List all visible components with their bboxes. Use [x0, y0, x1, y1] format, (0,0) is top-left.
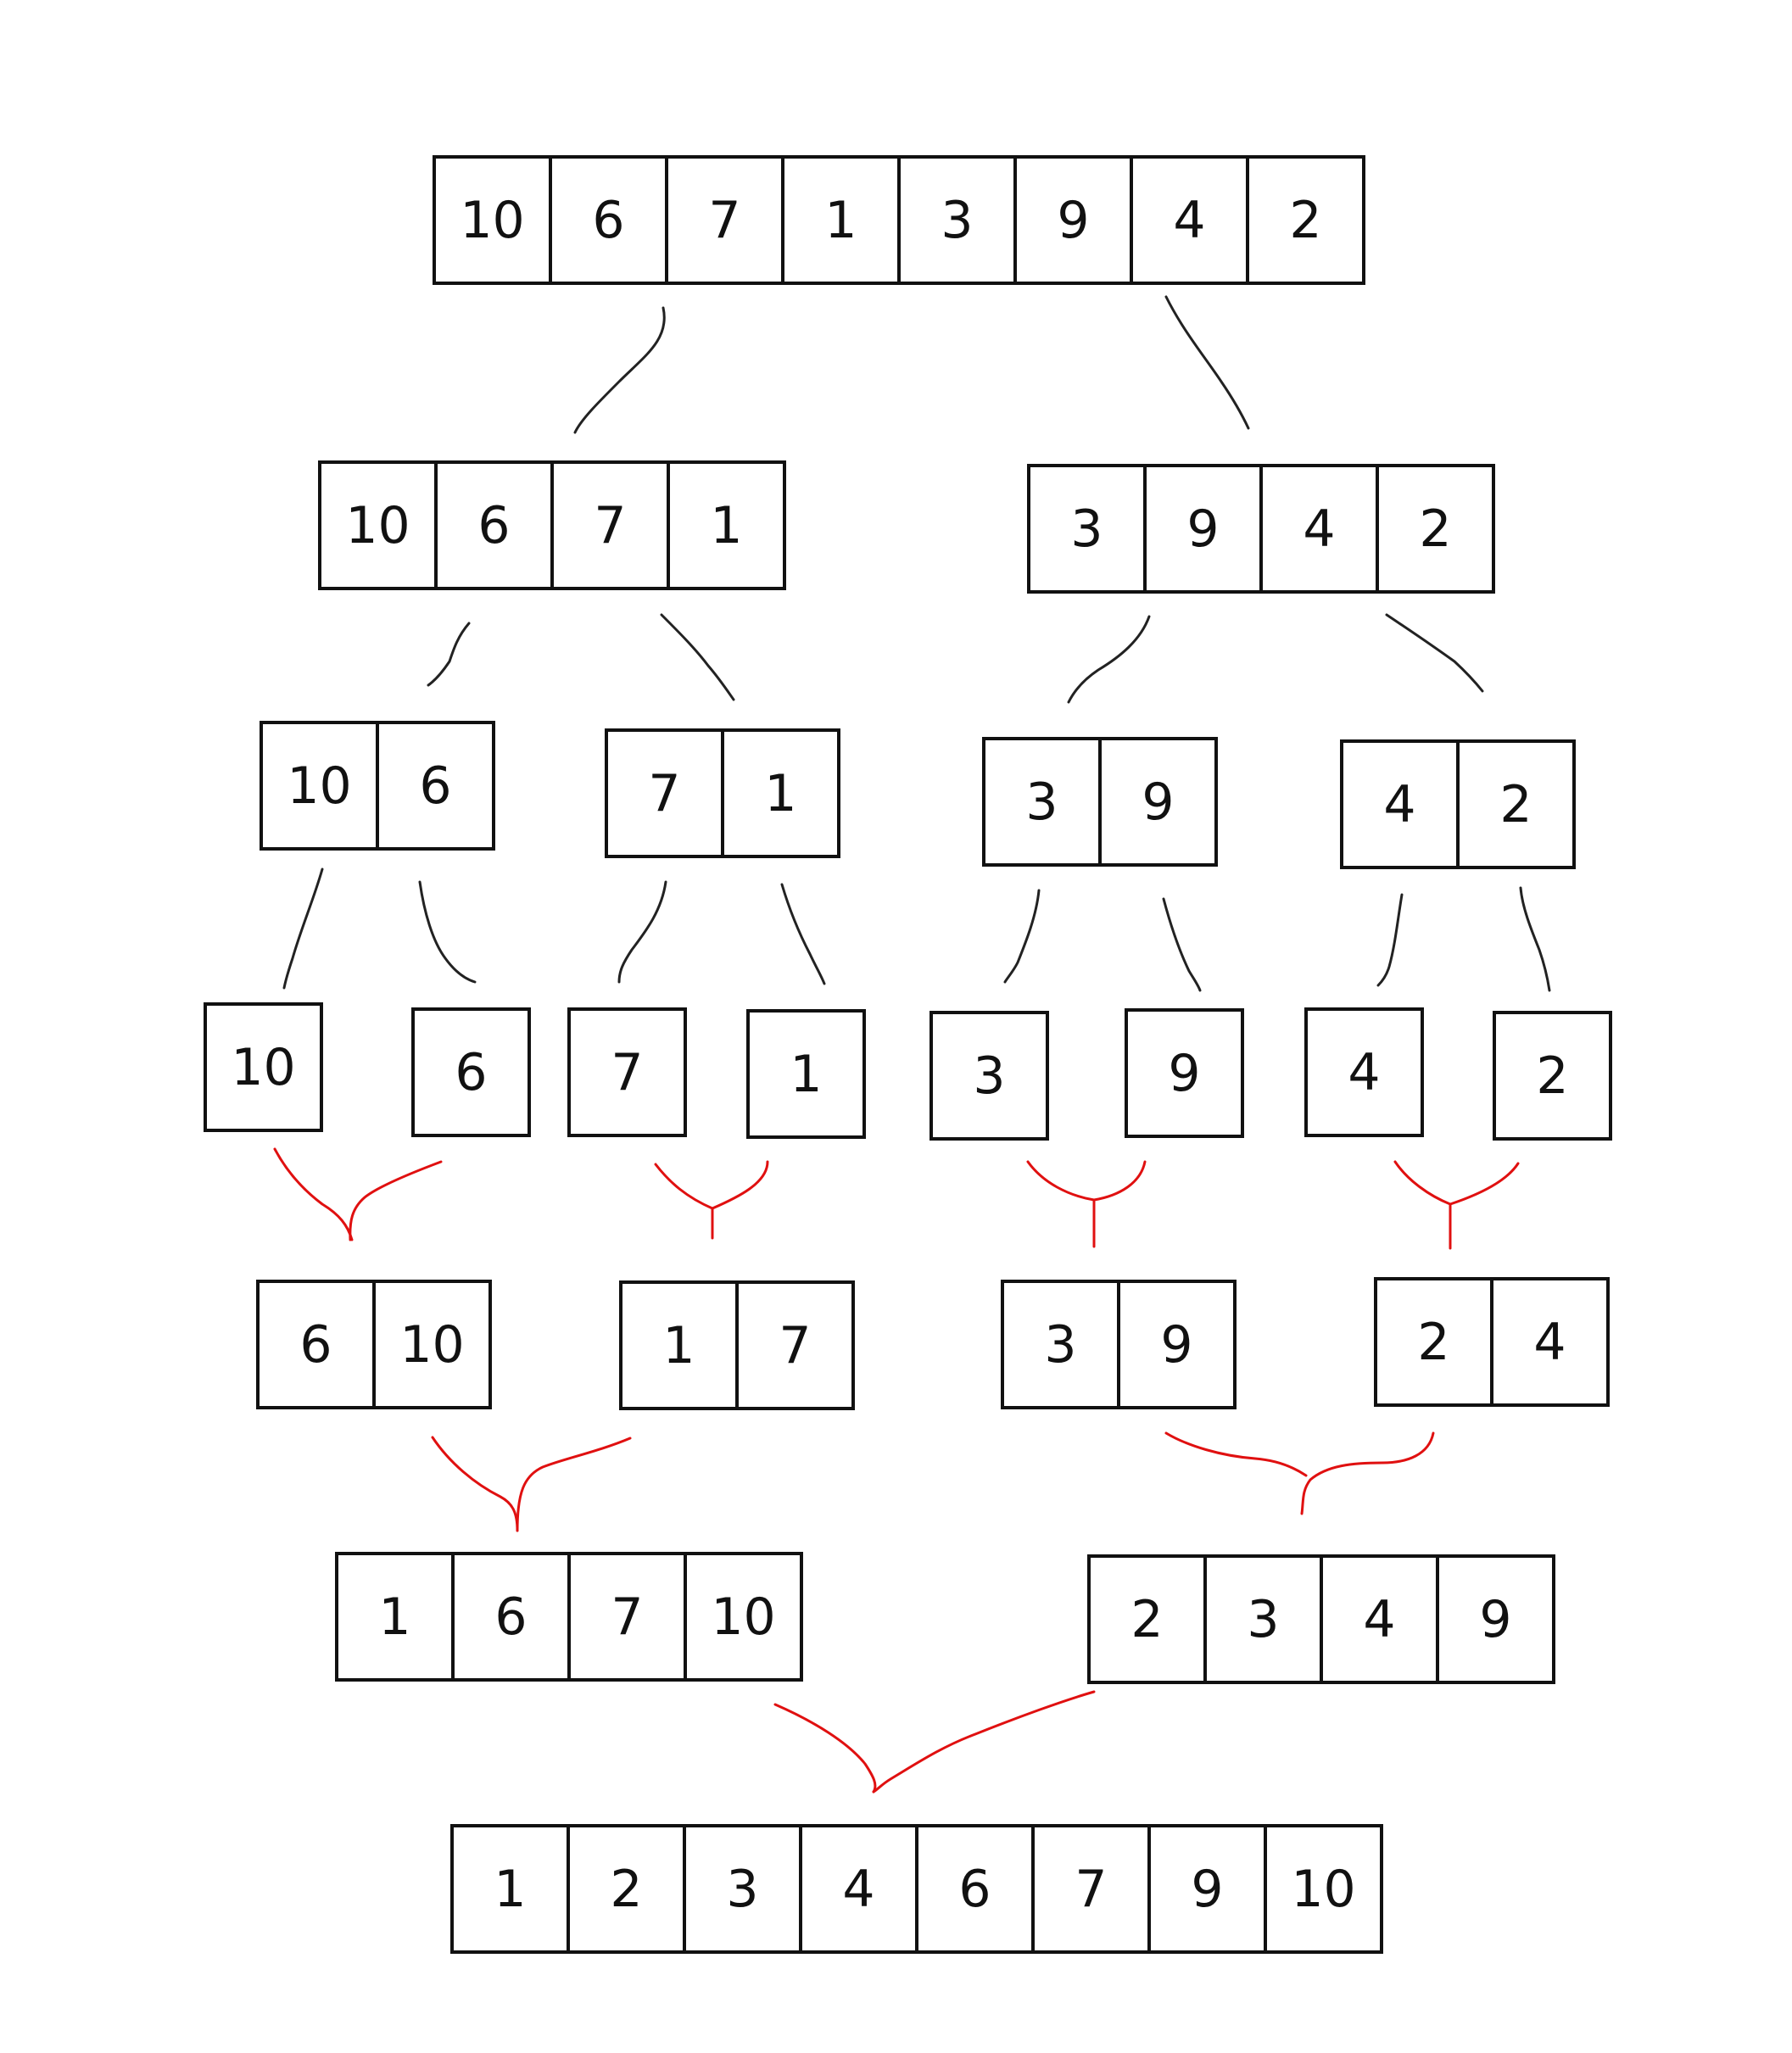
cell-value: 7: [648, 763, 681, 823]
array-cell: [1001, 1280, 1120, 1409]
split-connector-line: [1521, 888, 1549, 990]
split-connector-line: [428, 623, 469, 685]
merge-connector-line: [874, 1692, 1094, 1792]
cell-value: 10: [345, 495, 410, 555]
array-cell: [721, 728, 840, 858]
cell-value: 3: [726, 1859, 759, 1919]
array-cell: [411, 1007, 531, 1137]
array-cell: [929, 1011, 1049, 1141]
merge-connector-line: [1166, 1433, 1306, 1476]
cell-value: 3: [1044, 1314, 1077, 1375]
array-cell: [1246, 155, 1365, 285]
cell-value: 1: [824, 190, 857, 250]
cell-value: 3: [973, 1046, 1006, 1106]
array-cell: [1340, 739, 1460, 869]
array-cell: [1374, 1277, 1493, 1407]
array-cell: [746, 1009, 866, 1139]
split-connector-line: [1387, 615, 1482, 691]
array-cell: [1436, 1554, 1555, 1684]
cell-value: 6: [592, 190, 625, 250]
cell-value: 4: [1533, 1312, 1566, 1372]
cell-value: 10: [1291, 1859, 1356, 1919]
split-connector-line: [284, 869, 322, 988]
cell-value: 2: [1419, 499, 1452, 559]
array-cell: [1125, 1008, 1244, 1138]
cell-value: 1: [790, 1044, 823, 1104]
split-connector-line: [420, 882, 475, 982]
array-cell: [450, 1824, 570, 1954]
array-cell: [982, 737, 1102, 867]
array-cell: [567, 1007, 687, 1137]
cell-value: 6: [455, 1042, 488, 1102]
merge-connector-line: [1450, 1163, 1518, 1248]
array-cell: [1147, 1824, 1267, 1954]
merge-connector-line: [712, 1162, 768, 1238]
cell-value: 4: [842, 1859, 875, 1919]
array-cell: [550, 460, 670, 590]
split-connector-line: [619, 882, 666, 982]
merge-connector-line: [1302, 1433, 1433, 1514]
merge-connector-line: [775, 1704, 875, 1792]
split-connector-line: [662, 615, 734, 700]
merge-connector-line: [656, 1164, 712, 1208]
array-cell: [1027, 464, 1147, 594]
split-connector-line: [782, 884, 824, 984]
array-cell: [1087, 1554, 1207, 1684]
merge-connector-line: [1395, 1162, 1450, 1204]
array-cell: [451, 1552, 571, 1682]
cell-value: 9: [1479, 1589, 1512, 1649]
array-cell: [1203, 1554, 1323, 1684]
cell-value: 6: [494, 1587, 528, 1647]
cell-value: 7: [594, 495, 627, 555]
array-cell: [1031, 1824, 1151, 1954]
array-cell: [1304, 1007, 1424, 1137]
cell-value: 7: [611, 1042, 644, 1102]
array-cell: [735, 1280, 855, 1410]
array-cell: [256, 1280, 376, 1409]
array-cell: [335, 1552, 455, 1682]
array-cell: [1143, 464, 1263, 594]
cell-value: 10: [711, 1587, 776, 1647]
merge-connector-line: [1094, 1162, 1145, 1247]
merge-connector-line: [350, 1162, 441, 1240]
cell-value: 2: [1536, 1046, 1569, 1106]
array-cell: [372, 1280, 492, 1409]
cell-value: 3: [941, 190, 974, 250]
array-cell: [1013, 155, 1133, 285]
array-cell: [781, 155, 901, 285]
cell-value: 6: [419, 756, 452, 816]
array-cell: [318, 460, 438, 590]
cell-value: 6: [958, 1859, 991, 1919]
cell-value: 3: [1070, 499, 1103, 559]
array-cell: [433, 155, 552, 285]
array-cell: [1264, 1824, 1383, 1954]
split-connector-line: [1164, 899, 1200, 990]
array-cell: [605, 728, 724, 858]
cell-value: 4: [1173, 190, 1206, 250]
split-connector-line: [1069, 616, 1149, 702]
cell-value: 2: [610, 1859, 643, 1919]
array-cell: [1456, 739, 1576, 869]
cell-value: 9: [1142, 772, 1175, 832]
cell-value: 1: [662, 1315, 695, 1375]
cell-value: 9: [1057, 190, 1090, 250]
merge-connector-line: [517, 1438, 630, 1531]
array-cell: [567, 1552, 687, 1682]
array-cell: [1376, 464, 1495, 594]
cell-value: 7: [779, 1315, 812, 1375]
array-cell: [915, 1824, 1035, 1954]
cell-value: 1: [378, 1587, 411, 1647]
cell-value: 4: [1348, 1042, 1381, 1102]
array-cell: [897, 155, 1017, 285]
array-cell: [683, 1824, 802, 1954]
cell-value: 3: [1247, 1589, 1280, 1649]
cell-value: 4: [1383, 774, 1416, 834]
merge-connector-line: [433, 1437, 517, 1531]
cell-value: 9: [1186, 499, 1220, 559]
array-cell: [799, 1824, 918, 1954]
merge-connector-line: [1028, 1162, 1094, 1200]
array-cell: [684, 1552, 803, 1682]
array-cell: [1493, 1011, 1612, 1141]
cell-value: 1: [710, 495, 743, 555]
cell-value: 2: [1417, 1312, 1450, 1372]
cell-value: 10: [460, 190, 525, 250]
cell-value: 2: [1130, 1589, 1164, 1649]
cell-value: 10: [287, 756, 352, 816]
split-connector-line: [1378, 895, 1402, 985]
cell-value: 6: [477, 495, 511, 555]
cell-value: 10: [399, 1314, 465, 1375]
cell-value: 4: [1363, 1589, 1396, 1649]
array-cell: [1130, 155, 1249, 285]
cell-value: 7: [611, 1587, 644, 1647]
array-cell: [434, 460, 554, 590]
cell-value: 9: [1191, 1859, 1224, 1919]
array-cell: [1320, 1554, 1439, 1684]
array-cell: [667, 460, 786, 590]
cell-value: 7: [708, 190, 741, 250]
cell-value: 10: [231, 1037, 296, 1097]
cell-value: 1: [764, 763, 797, 823]
array-cell: [204, 1002, 323, 1132]
cell-value: 2: [1289, 190, 1322, 250]
cell-value: 2: [1499, 774, 1532, 834]
array-cell: [1259, 464, 1379, 594]
cell-value: 6: [299, 1314, 332, 1375]
split-connector-line: [1005, 890, 1039, 982]
cell-value: 9: [1168, 1043, 1201, 1103]
array-cell: [549, 155, 668, 285]
merge-connector-line: [275, 1149, 352, 1240]
cell-value: 9: [1160, 1314, 1193, 1375]
cell-value: 4: [1303, 499, 1336, 559]
array-cell: [1098, 737, 1218, 867]
array-cell: [376, 721, 495, 851]
array-cell: [619, 1280, 739, 1410]
array-cell: [260, 721, 379, 851]
split-connector-line: [575, 308, 664, 432]
array-cell: [1490, 1277, 1610, 1407]
array-cell: [567, 1824, 686, 1954]
cell-value: 3: [1025, 772, 1058, 832]
cell-value: 7: [1075, 1859, 1108, 1919]
cell-value: 1: [494, 1859, 527, 1919]
array-cell: [1117, 1280, 1237, 1409]
array-cell: [665, 155, 784, 285]
split-connector-line: [1166, 297, 1248, 428]
